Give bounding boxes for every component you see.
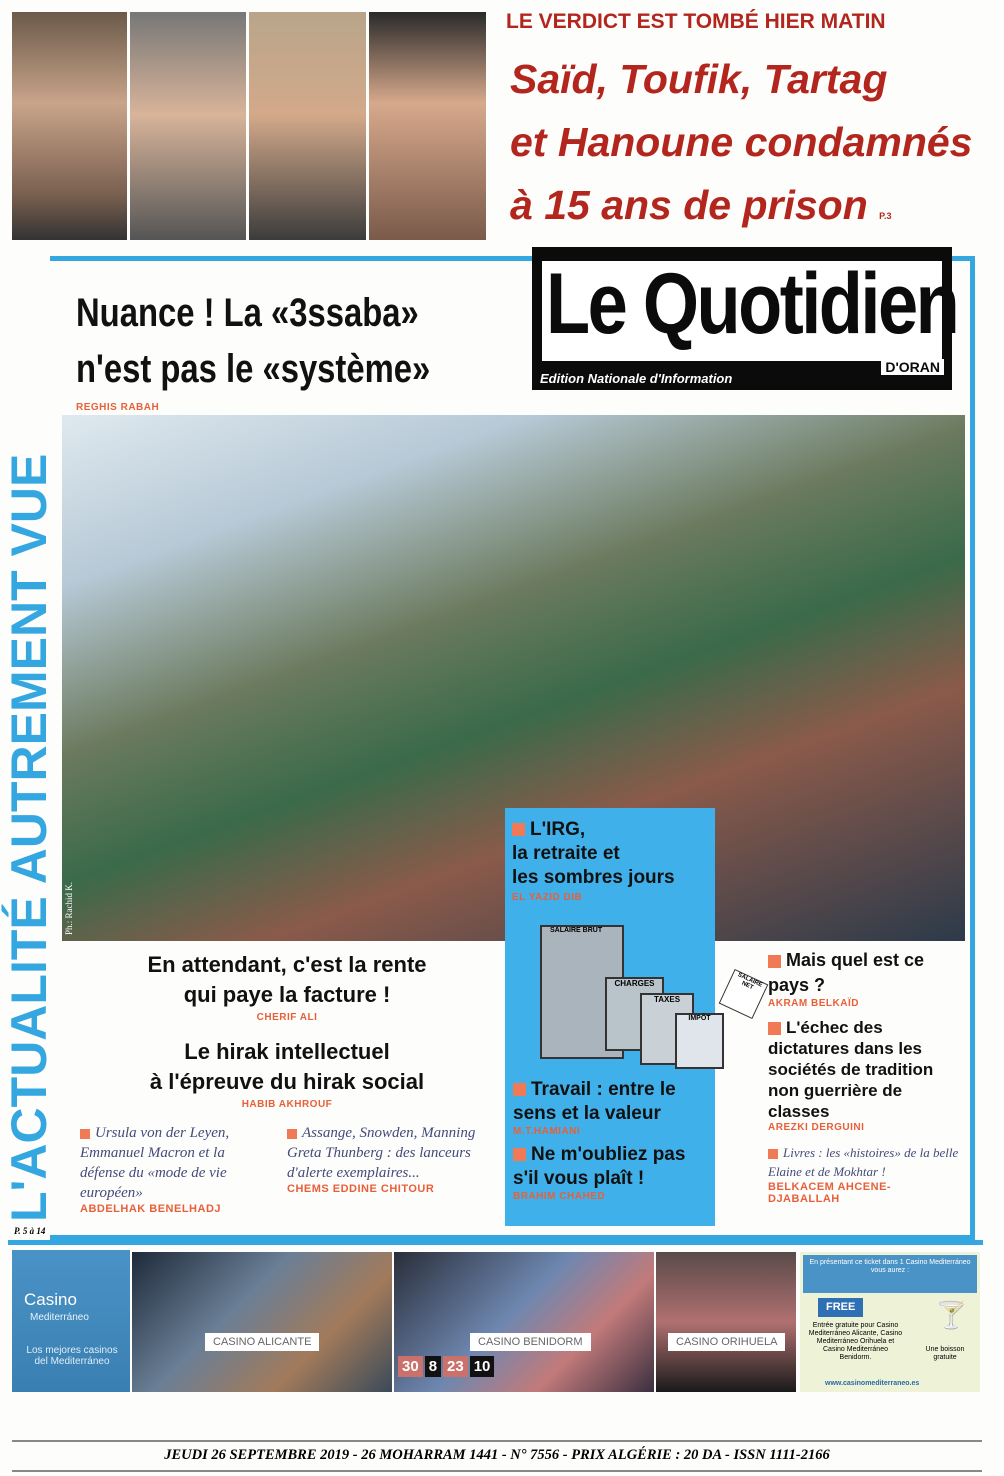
center-stories [72,950,502,1110]
ad-offer-text: Entrée gratuite pour Casino Mediterráneo Alicante, Casino Mediterráneo Orihuela et Casino Mediterráneo Benidorm. [808,1322,903,1361]
story-byline: BELKACEM AHCENE-DJABALLAH [768,1181,892,1205]
ad-offer-intro: En présentant ce ticket dans 1 Casino Mediterráneo vous aurez : [803,1255,977,1293]
story-byline: AREZKI DERGUINI [768,1122,865,1133]
frame-bottom [8,1240,983,1245]
irg-headline[interactable] [512,818,675,890]
ad-brand-sub: Mediterráneo [30,1312,89,1323]
roulette-number: 23 [443,1356,468,1377]
top-headline[interactable] [510,48,972,248]
ad-roulette [398,1356,494,1377]
headline-line: à l'épreuve du hirak social [149,1069,425,1094]
ad-casino-logo-panel [12,1250,130,1392]
story-headline[interactable] [768,1017,963,1122]
ad-location-label: CASINO ALICANTE [205,1333,319,1351]
headline-text: Ne m'oubliez pas s'il vous plaît ! [513,1144,686,1189]
irg-line: les sombres jours [512,867,675,888]
top-kicker: LE VERDICT EST TOMBÉ HIER MATIN [506,10,886,33]
lead-headline-line: n'est pas le «système» [76,347,431,391]
headline-text: Livres : les «histoires» de la belle Elaine et de Mokhtar ! [768,1145,959,1179]
story-byline: HABIB AKHROUF [241,1099,333,1110]
right-stories [768,948,963,1205]
headline-line: qui paye la facture ! [183,982,391,1007]
masthead-title: Le Quotidien [546,256,958,352]
roulette-number: 30 [398,1356,423,1377]
cartoon-label: SALAIRE NET [719,969,769,1019]
masthead-subtitle: Edition Nationale d'Information [540,371,733,386]
story-headline[interactable] [768,948,963,998]
story-byline: M.T.HAMIANI [513,1126,581,1137]
lead-headline[interactable] [76,285,430,397]
irg-line: la retraite et [512,843,620,864]
top-headline-line: à 15 ans de prison [510,182,868,228]
cartoon-label: CHARGES [605,977,664,1051]
ad-ticket [800,1252,980,1392]
story-headline[interactable] [72,1037,502,1097]
irg-line: L'IRG, [530,819,586,840]
roulette-number: 10 [470,1356,495,1377]
lead-byline: REGHIS RABAH [76,402,160,413]
ad-photo-alicante [132,1252,392,1392]
cartoon-cash-register [525,915,770,1070]
blue-stories [513,1078,708,1202]
headline-line: Le hirak intellectuel [184,1039,390,1064]
page-ref: P.3 [879,211,892,221]
headline-line: En attendant, c'est la rente [147,952,427,977]
story-byline: AKRAM BELKAÏD [768,998,859,1009]
masthead-city: D'ORAN [881,359,944,375]
photo-credit: Ph.: Rachid K. [64,882,74,935]
portrait-photo-toufik [130,12,246,240]
opinion-text: Assange, Snowden, Manning Greta Thunberg : des lanceurs d'alerte exemplaires... [287,1125,476,1181]
portrait-photo-said [12,12,127,240]
opinion-item[interactable] [80,1123,270,1215]
ad-offer-text: Une boisson gratuite [925,1346,965,1361]
headline-text: L'échec des dictatures dans les sociétés de tradition non guerrière de classes [768,1018,934,1121]
story-byline: BRAHIM CHAHED [513,1191,606,1202]
side-banner: L'ACTUALITÉ AUTREMENT VUE [1,453,57,1222]
top-headline-line: Saïd, Toufik, Tartag [510,56,888,102]
cocktail-icon: 🍸 [935,1300,968,1330]
headline-text: Mais quel est ce pays ? [768,950,925,995]
ad-tagline: Los mejores casinos del Mediterráneo [26,1345,118,1367]
roulette-number: 8 [425,1356,441,1377]
ad-free-ticket: FREE [818,1298,863,1317]
top-headline-line: et Hanoune condamnés [510,119,973,165]
ad-location-label: CASINO BENIDORM [470,1333,591,1351]
portrait-photo-hanoune [369,12,486,240]
opinion-item[interactable] [287,1123,487,1195]
ad-brand: Casino [24,1290,77,1309]
portrait-photo-tartag [249,12,366,240]
cartoon-label: TAXES [640,993,694,1065]
lead-headline-line: Nuance ! La «3ssaba» [76,291,419,335]
ad-url[interactable]: www.casinomediterraneo.es [825,1380,920,1387]
masthead [532,247,958,390]
cartoon-label: IMPÔT [675,1013,724,1069]
story-headline[interactable] [72,950,502,1010]
story-headline[interactable] [513,1143,708,1191]
pages-ref: P. 5 à 14 [14,1226,46,1236]
story-headline[interactable] [513,1078,708,1126]
opinion-text: Ursula von der Leyen, Emmanuel Macron et la défense du «mode de vie européen» [80,1125,230,1201]
story-byline: CHERIF ALI [256,1012,318,1023]
footer-issue-info: JEUDI 26 SEPTEMBRE 2019 - 26 MOHARRAM 1441 - N° 7556 - PRIX ALGÉRIE : 20 DA - ISSN 1111-2166 [12,1440,982,1472]
opinion-byline: ABDELHAK BENELHADJ [80,1203,222,1215]
ad-photo-orihuela [656,1252,796,1392]
headline-text: Travail : entre le sens et la valeur [513,1079,676,1124]
irg-byline: EL YAZID DIB [512,892,583,903]
story-headline[interactable] [768,1143,963,1181]
cartoon-label: SALAIRE BRUT [550,927,603,934]
opinion-byline: CHEMS EDDINE CHITOUR [287,1183,435,1195]
ad-location-label: CASINO ORIHUELA [668,1333,785,1351]
